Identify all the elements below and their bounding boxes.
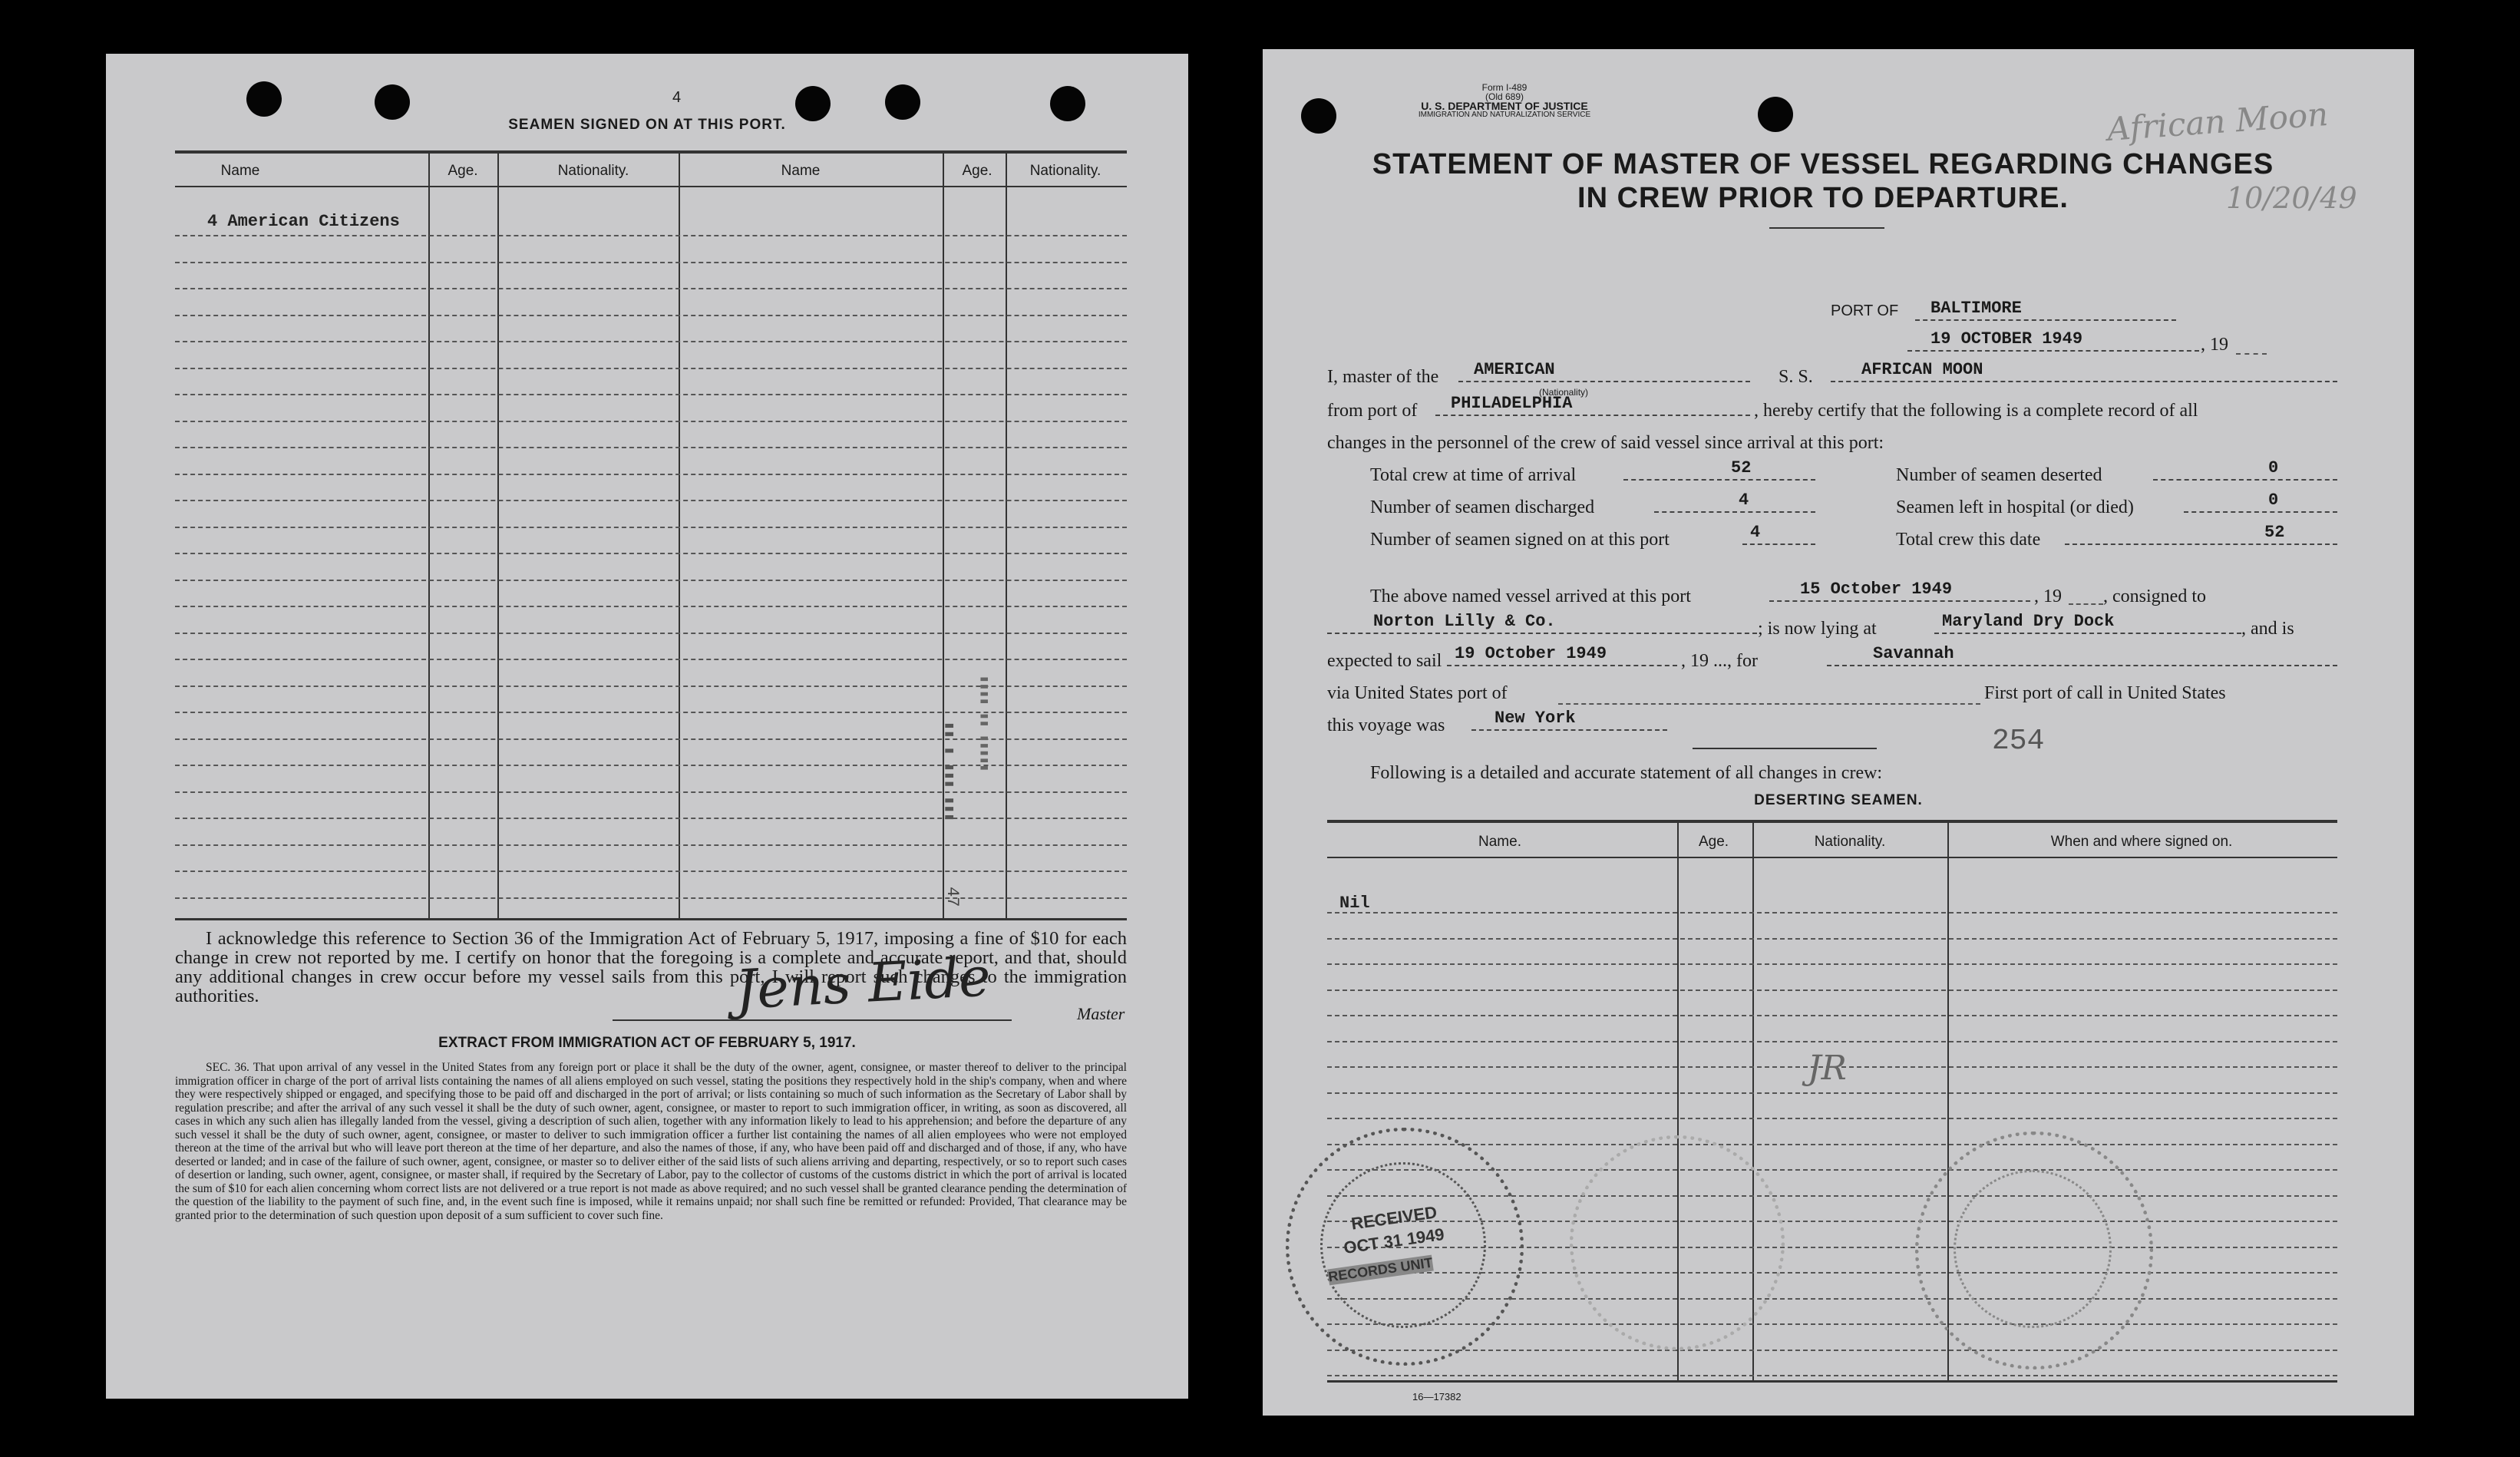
- service: IMMIGRATION AND NATURALIZATION SERVICE: [1418, 111, 1591, 119]
- table-row: [175, 288, 1127, 289]
- table-bottom-border: [175, 918, 1127, 920]
- certify-text: , hereby certify that the following is a complete record of all: [1754, 401, 2198, 421]
- table-row: [175, 553, 1127, 554]
- handwritten-number: 254: [1992, 725, 2045, 758]
- nationality-field: [1458, 361, 1750, 382]
- expected-field: [1447, 645, 1677, 666]
- col-when-where: When and where signed on.: [2050, 834, 2233, 850]
- total-crew-date-field: [2065, 524, 2337, 545]
- lying-value: Maryland Dry Dock: [1942, 612, 2115, 631]
- handwritten-date: 10/20/49: [2226, 181, 2357, 215]
- for-field: [1827, 645, 2337, 666]
- table-row: [175, 500, 1127, 501]
- stamp-received-text: RECEIVED: [1349, 1202, 1438, 1234]
- arrived-field: [1769, 580, 2030, 602]
- port-value: BALTIMORE: [1930, 299, 2022, 318]
- table-row: [175, 447, 1127, 448]
- col-age: Age.: [448, 163, 478, 179]
- table-header-border: [1327, 857, 2337, 858]
- table-row: [1327, 1092, 2337, 1094]
- table-row: [1327, 938, 2337, 940]
- table-row: [175, 368, 1127, 369]
- table-top-border: [1327, 820, 2337, 823]
- signed-on-label: Number of seamen signed on at this port: [1370, 530, 1670, 550]
- voyage-field: [1471, 709, 1667, 731]
- round-stamp: [1915, 1132, 2153, 1369]
- right-page: [1263, 49, 2414, 1416]
- nineteen-suffix: , 19: [2034, 586, 2062, 606]
- received-stamp: [1286, 1128, 1524, 1366]
- nationality-caption: (Nationality): [1539, 387, 1589, 398]
- table-row: [1327, 963, 2337, 965]
- table-row: [1327, 1015, 2337, 1016]
- nationality-value: AMERICAN: [1474, 360, 1555, 379]
- punch-hole: [885, 84, 920, 120]
- page-number: 4: [672, 89, 682, 106]
- table-row: [175, 527, 1127, 528]
- year-line: [2236, 353, 2267, 355]
- table-bottom-border: [1327, 1380, 2337, 1383]
- table-row: [175, 315, 1127, 316]
- voyage-value: New York: [1494, 709, 1576, 728]
- and-is-label: , and is: [2241, 619, 2294, 639]
- discharged-label: Number of seamen discharged: [1370, 497, 1595, 517]
- deserting-title: DESERTING SEAMEN.: [1754, 792, 1923, 808]
- table-row: [175, 235, 1127, 236]
- table-row: [175, 580, 1127, 581]
- table-row: [175, 606, 1127, 607]
- col-age-2: Age.: [962, 163, 992, 179]
- form-number: Form I-489: [1481, 82, 1528, 93]
- table-row: [175, 791, 1127, 793]
- table-row: [1327, 1144, 2337, 1145]
- from-port-field: [1435, 395, 1750, 416]
- col-nationality: Nationality.: [557, 163, 629, 179]
- port-label: PORT OF: [1831, 302, 1899, 319]
- footer-code: 16—17382: [1412, 1391, 1461, 1402]
- table-row: [1327, 1375, 2337, 1376]
- deserted-value: 0: [2268, 458, 2279, 477]
- vertical-stamp: ▮▮ ▮ ▮▮▮ ▮▮▮: [941, 722, 956, 821]
- arrived-value: 15 October 1949: [1800, 580, 1953, 599]
- punch-hole: [375, 84, 410, 120]
- consigned-label: , consigned to: [2103, 586, 2206, 606]
- section-title: SEAMEN SIGNED ON AT THIS PORT.: [508, 117, 786, 133]
- lying-field: [1934, 613, 2241, 634]
- table-row: [1327, 1350, 2337, 1351]
- table-row: [1327, 912, 2337, 914]
- form-old: (Old 689): [1485, 91, 1524, 102]
- master-of-label: I, master of the: [1327, 367, 1439, 387]
- table-row: [175, 421, 1127, 422]
- table-row: [175, 818, 1127, 819]
- first-entry: 4 American Citizens: [207, 212, 400, 231]
- table-header-border: [175, 186, 1127, 187]
- col-name: Name: [220, 163, 260, 179]
- hospital-label: Seamen left in hospital (or died): [1896, 497, 2134, 517]
- discharged-field: [1654, 491, 1815, 513]
- total-crew-date-value: 52: [2264, 523, 2285, 542]
- col-divider: [679, 150, 680, 918]
- col-nationality-2: Nationality.: [1029, 163, 1101, 179]
- lying-label: ; is now lying at: [1758, 619, 1877, 639]
- master-label: Master: [1077, 1004, 1125, 1023]
- extract-title: EXTRACT FROM IMMIGRATION ACT OF FEBRUARY 5, 1917.: [438, 1035, 856, 1051]
- stamp-date-text: OCT 31 1949: [1342, 1224, 1446, 1258]
- expected-value: 19 October 1949: [1455, 644, 1607, 663]
- extract-text: SEC. 36. That upon arrival of any vessel in the United States from any foreign port or place it shall be the duty of the owner, agent, consignee, or master thereof to deliver to the principal immigration officer in charge of the port of arrival lists containing the names of all aliens employed on such vessel, stating the positions they respectively hold in the ship's company, when and where they were respectively shipped or engaged, and specifying those to be paid off and discharged in the port of arrival; or lists containing so much of such information as the Secretary of Labor shall by regulation prescribe; and after the arrival of any such vessel it shall be the duty of such owner, agent, consignee, or master to report to such immigration officer, in writing, as soon as discovered, all cases in which any such alien has illegally landed from the vessel, giving a description of such alien, together with any information likely to lead to his apprehension; and before the departure of any such vessel it shall be the duty of such owner, agent, consignee, or master to deliver to such immigration officer a further list containing the names of all alien employees who were not employed thereon at the time of the arrival but who will leave port thereon at the time of her departure, and also the names of those, if any, who have been paid off and discharged and of those, if any, who have deserted or landed; and in case of the failure of such owner, agent, consignee, or master so to deliver either of the said lists of such aliens arriving and departing, respectively, or so to report such cases of desertion or landing, such owner, agent, consignee, or master shall, if required by the Secretary of Labor, pay to the collector of customs of the customs district in which the port of arrival is located the sum of $10 for each alien concerning whom correct lists are not delivered or a true report is not made as above required; and no such vessel shall be granted clearance pending the determination of the question of the liability to the payment of such fine, and, in the event such fine is imposed, while it remains unpaid; nor shall such fine be remitted or refunded: Provided, That clearance may be granted prior to the determination of such question upon deposit of a sum sufficient to cover such fine.: [175, 1061, 1127, 1222]
- signature-line: [613, 1019, 1012, 1021]
- consignee-field: [1327, 613, 1757, 634]
- vertical-stamp: ▮▮▮▮ ▮▮ ▮▮▮▮▮: [977, 676, 991, 772]
- department: U. S. DEPARTMENT OF JUSTICE: [1421, 100, 1588, 112]
- col-divider: [1006, 150, 1007, 918]
- form-title: [1309, 147, 2337, 215]
- table-row: [1327, 1118, 2337, 1119]
- voyage-rule: [1693, 748, 1877, 749]
- table-top-border: [175, 150, 1127, 154]
- first-port-label: First port of call in United States: [1984, 683, 2226, 703]
- deserted-field: [2153, 459, 2337, 481]
- ship-name: AFRICAN MOON: [1861, 360, 1983, 379]
- col-age: Age.: [1698, 834, 1729, 850]
- faint-stamp: [1570, 1135, 1785, 1350]
- col-name-2: Name: [781, 163, 821, 179]
- following-text: Following is a detailed and accurate statement of all changes in crew:: [1370, 763, 1883, 783]
- title-rule: [1769, 227, 1884, 229]
- table-row: [175, 341, 1127, 342]
- date-field: [1907, 330, 2199, 352]
- table-row: [175, 844, 1127, 846]
- acknowledgement-text: I acknowledge this reference to Section 36 of the Immigration Act of February 5, 1917, imposing a fine of $10 for each change in crew not reported by me. I certify on honor that the foregoing is a complete and accurate report, and that, should any additional changes in crew occur before my vessel sails from this port, I will report such changes to the immigration authorities.: [175, 928, 1127, 1006]
- date-value: 19 OCTOBER 1949: [1930, 329, 2083, 349]
- discharged-value: 4: [1739, 491, 1749, 510]
- col-divider: [497, 150, 499, 918]
- table-row: [175, 871, 1127, 872]
- changes-text: changes in the personnel of the crew of said vessel since arrival at this port:: [1327, 433, 1884, 453]
- from-port-value: PHILADELPHIA: [1451, 394, 1573, 413]
- ship-field: [1831, 361, 2337, 382]
- arrived-label: The above named vessel arrived at this port: [1370, 586, 1691, 606]
- port-field: [1915, 299, 2176, 321]
- col-name: Name.: [1478, 834, 1521, 850]
- table-row: [175, 262, 1127, 263]
- deserted-label: Number of seamen deserted: [1896, 465, 2102, 485]
- hospital-value: 0: [2268, 491, 2279, 510]
- punch-hole: [246, 81, 282, 117]
- via-label: via United States port of: [1327, 683, 1508, 703]
- table-row: [1327, 1041, 2337, 1042]
- total-crew-arrival-value: 52: [1731, 458, 1752, 477]
- master-signature: Jens Eide: [734, 945, 992, 1022]
- signed-on-field: [1742, 524, 1815, 545]
- col-nationality: Nationality.: [1814, 834, 1886, 850]
- signed-on-value: 4: [1750, 523, 1761, 542]
- year-line: [2069, 603, 2103, 605]
- punch-hole: [1301, 98, 1336, 134]
- from-port-label: from port of: [1327, 401, 1418, 421]
- left-page: [106, 54, 1188, 1399]
- table-row: [175, 394, 1127, 395]
- stamp-number: 47: [943, 887, 962, 907]
- expected-label: expected to sail: [1327, 651, 1442, 671]
- for-value: Savannah: [1873, 644, 1954, 663]
- initials: JR: [1808, 1049, 1847, 1088]
- voyage-label: this voyage was: [1327, 715, 1445, 735]
- table-row: [175, 474, 1127, 475]
- total-crew-date-label: Total crew this date: [1896, 530, 2041, 550]
- via-line: [1558, 703, 1980, 705]
- ss-label: S. S.: [1779, 367, 1813, 387]
- for-label: , 19 ..., for: [1681, 651, 1758, 671]
- stamp-records-text: RECORDS UNIT: [1327, 1254, 1434, 1285]
- title-line-1: STATEMENT OF MASTER OF VESSEL REGARDING CHANGES: [1372, 148, 2274, 180]
- total-crew-arrival-field: [1623, 459, 1815, 481]
- table-row: [175, 897, 1127, 899]
- table-row: [1327, 990, 2337, 991]
- hospital-field: [2184, 491, 2337, 513]
- punch-hole: [1758, 97, 1793, 132]
- col-divider: [428, 150, 430, 918]
- year-suffix: , 19: [2201, 335, 2228, 355]
- form-header: [1397, 83, 1612, 120]
- consignee-value: Norton Lilly & Co.: [1373, 612, 1556, 631]
- table-row: [175, 659, 1127, 660]
- handwritten-ship-name: African Moon: [2106, 95, 2330, 148]
- total-crew-arrival-label: Total crew at time of arrival: [1370, 465, 1577, 485]
- title-line-2: IN CREW PRIOR TO DEPARTURE.: [1577, 182, 2069, 214]
- nil-entry: Nil: [1339, 894, 1370, 913]
- table-row: [175, 633, 1127, 634]
